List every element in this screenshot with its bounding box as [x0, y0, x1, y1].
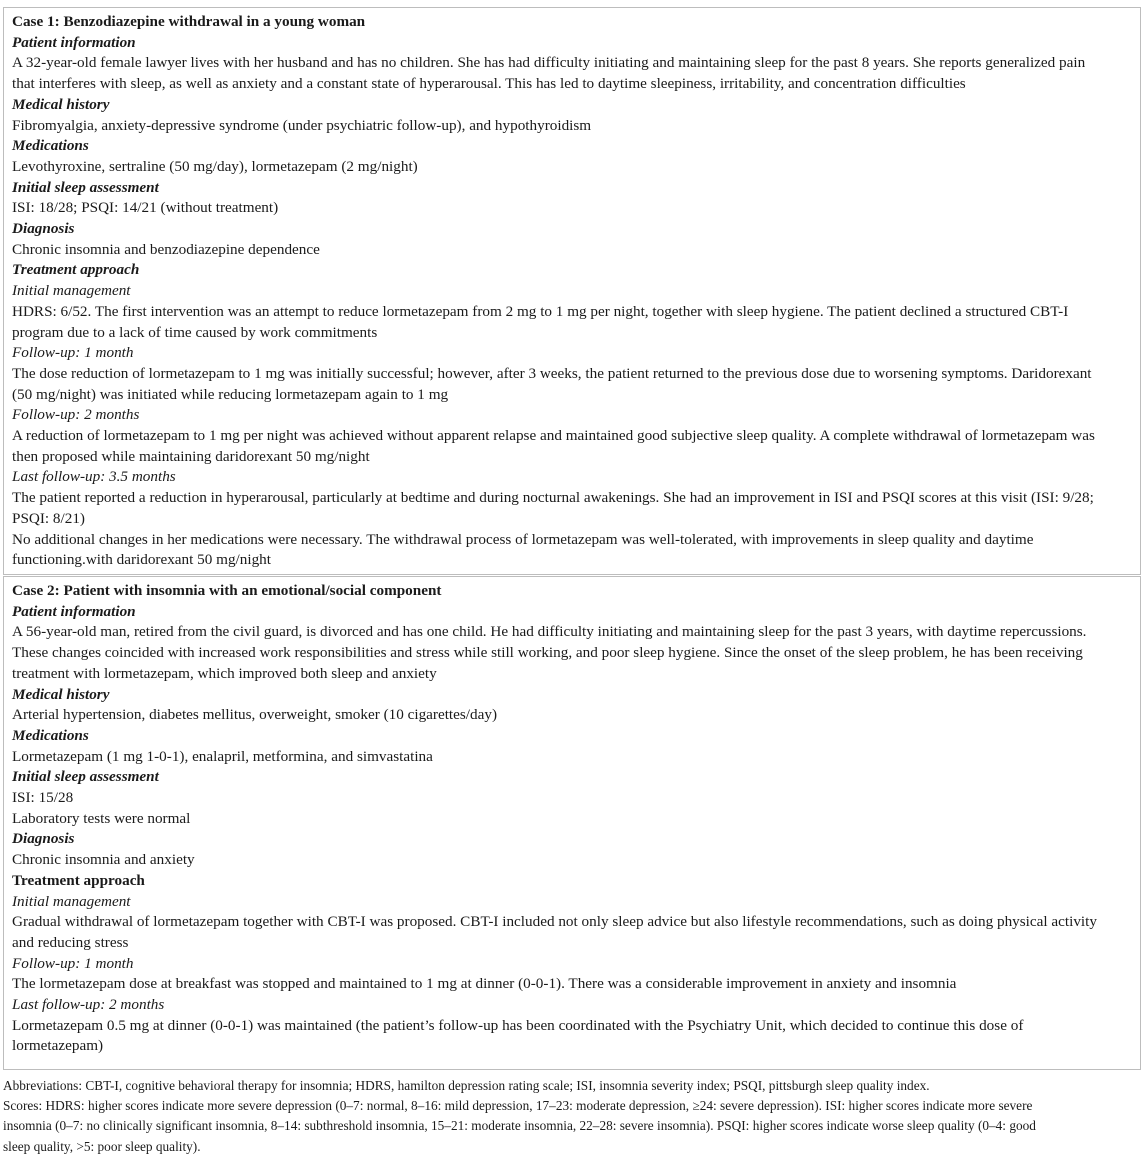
case-1-last-followup-line: PSQI: 8/21)	[12, 509, 85, 527]
case-2-section	[3, 576, 1141, 1070]
case-1-assessment: ISI: 18/28; PSQI: 14/21 (without treatment)	[12, 199, 279, 217]
case-1-last-followup-line: The patient reported a reduction in hyperarousal, particularly at bedtime and during nocturnal awakenings. She had an improvement in ISI and PSQI scores at this visit (ISI: 9/28;	[12, 489, 1094, 507]
case-2-followup-1: The lormetazepam dose at breakfast was stopped and maintained to 1 mg at dinner (0-0-1). There was a considerable improvement in anxiety and insomnia	[12, 975, 957, 993]
case-1-medications-heading: Medications	[12, 137, 89, 155]
case-2-medical-history-heading: Medical history	[12, 685, 110, 703]
case-2-patient-info-line: treatment with lormetazepam, which improved both sleep and anxiety	[12, 664, 437, 682]
case-1-initial-heading: Initial management	[12, 282, 131, 300]
case-1-medical-history-heading: Medical history	[12, 95, 110, 113]
case-2-last-followup-line: Lormetazepam 0.5 mg at dinner (0-0-1) was maintained (the patient’s follow-up has been coordinated with the Psychiatry Unit, which decided to continue this dose of	[12, 1016, 1024, 1034]
case-1-patient-info-line: that interferes with sleep, as well as anxiety and a constant state of hyperarousal. This has led to daytime sleepiness, irritability, and concentration difficulties	[12, 75, 966, 93]
case-2-assessment-line: ISI: 15/28	[12, 789, 74, 807]
case-2-initial-line: and reducing stress	[12, 933, 129, 951]
case-2-title: Case 2: Patient with insomnia with an emotional/social component	[12, 582, 442, 599]
case-1-diagnosis-heading: Diagnosis	[12, 220, 75, 238]
case-2-medical-history: Arterial hypertension, diabetes mellitus, overweight, smoker (10 cigarettes/day)	[12, 706, 498, 724]
case-1-treatment-heading: Treatment approach	[12, 261, 140, 279]
scores-note-line: sleep quality, >5: poor sleep quality).	[3, 1138, 201, 1154]
case-1-followup-1-line: (50 mg/night) was initiated while reducing lormetazepam again to 1 mg	[12, 385, 449, 403]
case-1-last-followup-heading: Last follow-up: 3.5 months	[12, 468, 176, 486]
case-2-treatment-heading: Treatment approach	[12, 871, 145, 889]
case-2-last-followup-line: lormetazepam)	[12, 1037, 104, 1055]
case-1-patient-info-heading: Patient information	[12, 33, 136, 51]
case-1-medical-history: Fibromyalgia, anxiety-depressive syndrome (under psychiatric follow-up), and hypothyroidism	[12, 116, 592, 134]
case-1-diagnosis: Chronic insomnia and benzodiazepine dependence	[12, 240, 320, 258]
case-2-initial-line: Gradual withdrawal of lormetazepam together with CBT-I was proposed. CBT-I included not only sleep advice but also lifestyle recommendations, such as doing physical activity	[12, 913, 1097, 931]
case-2-medications-heading: Medications	[12, 726, 89, 744]
case-2-last-followup-heading: Last follow-up: 2 months	[12, 996, 165, 1014]
case-1-assessment-heading: Initial sleep assessment	[12, 178, 159, 196]
case-1-last-followup-line: No additional changes in her medications were necessary. The withdrawal process of lormetazepam was well-tolerated, with improvements in sleep quality and daytime	[12, 530, 1034, 548]
scores-note-line: insomnia (0–7: no clinically significant insomnia, 8–14: subthreshold insomnia, 15–21: moderate insomnia, 22–28: severe insomnia). PSQI: higher scores indicate worse sleep quality (0–4: good	[3, 1118, 1036, 1134]
case-1-patient-info-line: A 32-year-old female lawyer lives with her husband and has no children. She has had difficulty initiating and maintaining sleep for the past 8 years. She reports generalized pain	[12, 54, 1086, 72]
case-2-medications: Lormetazepam (1 mg 1-0-1), enalapril, metformina, and simvastatina	[12, 747, 433, 765]
case-2-patient-info-line: A 56-year-old man, retired from the civil guard, is divorced and has one child. He had difficulty initiating and maintaining sleep for the past 3 years, with daytime repercussions.	[12, 623, 1087, 641]
case-1-section	[3, 7, 1141, 575]
case-2-patient-info-heading: Patient information	[12, 602, 136, 620]
case-2-initial-heading: Initial management	[12, 892, 131, 910]
case-2-followup-1-heading: Follow-up: 1 month	[12, 954, 134, 972]
case-1-followup-2-heading: Follow-up: 2 months	[12, 406, 140, 424]
case-2-patient-info-line: These changes coincided with increased work responsibilities and stress while still working, and poor sleep hygiene. Since the onset of the sleep problem, he has been receiving	[12, 644, 1083, 662]
case-1-initial-line: HDRS: 6/52. The first intervention was an attempt to reduce lormetazepam from 2 mg to 1 mg per night, together with sleep hygiene. The patient declined a structured CBT-I	[12, 302, 1069, 320]
case-1-title: Case 1: Benzodiazepine withdrawal in a young woman	[12, 13, 366, 30]
case-2-assessment-line: Laboratory tests were normal	[12, 809, 191, 827]
case-1-initial-line: program due to a lack of time caused by work commitments	[12, 323, 378, 341]
case-1-followup-2-line: then proposed while maintaining daridorexant 50 mg/night	[12, 447, 370, 465]
case-2-diagnosis: Chronic insomnia and anxiety	[12, 851, 195, 869]
case-1-medications: Levothyroxine, sertraline (50 mg/day), lormetazepam (2 mg/night)	[12, 157, 418, 175]
case-1-last-followup-line: functioning.with daridorexant 50 mg/night	[12, 551, 271, 569]
case-1-followup-2-line: A reduction of lormetazepam to 1 mg per night was achieved without apparent relapse and maintained good subjective sleep quality. A complete withdrawal of lormetazepam was	[12, 427, 1095, 445]
scores-note-line: Scores: HDRS: higher scores indicate more severe depression (0–7: normal, 8–16: mild depression, 17–23: moderate depression, ≥24: severe depression). ISI: higher scores indicate more severe	[3, 1098, 1033, 1114]
case-1-followup-1-heading: Follow-up: 1 month	[12, 344, 134, 362]
case-1-followup-1-line: The dose reduction of lormetazepam to 1 mg was initially successful; however, after 3 weeks, the patient returned to the previous dose due to worsening symptoms. Daridorexant	[12, 364, 1092, 382]
case-2-diagnosis-heading: Diagnosis	[12, 830, 75, 848]
abbreviations-note: Abbreviations: CBT-I, cognitive behavioral therapy for insomnia; HDRS, hamilton depression rating scale; ISI, insomnia severity index; PSQI, pittsburgh sleep quality index.	[3, 1078, 930, 1093]
table-footnotes	[3, 1076, 1141, 1157]
case-2-assessment-heading: Initial sleep assessment	[12, 768, 159, 786]
